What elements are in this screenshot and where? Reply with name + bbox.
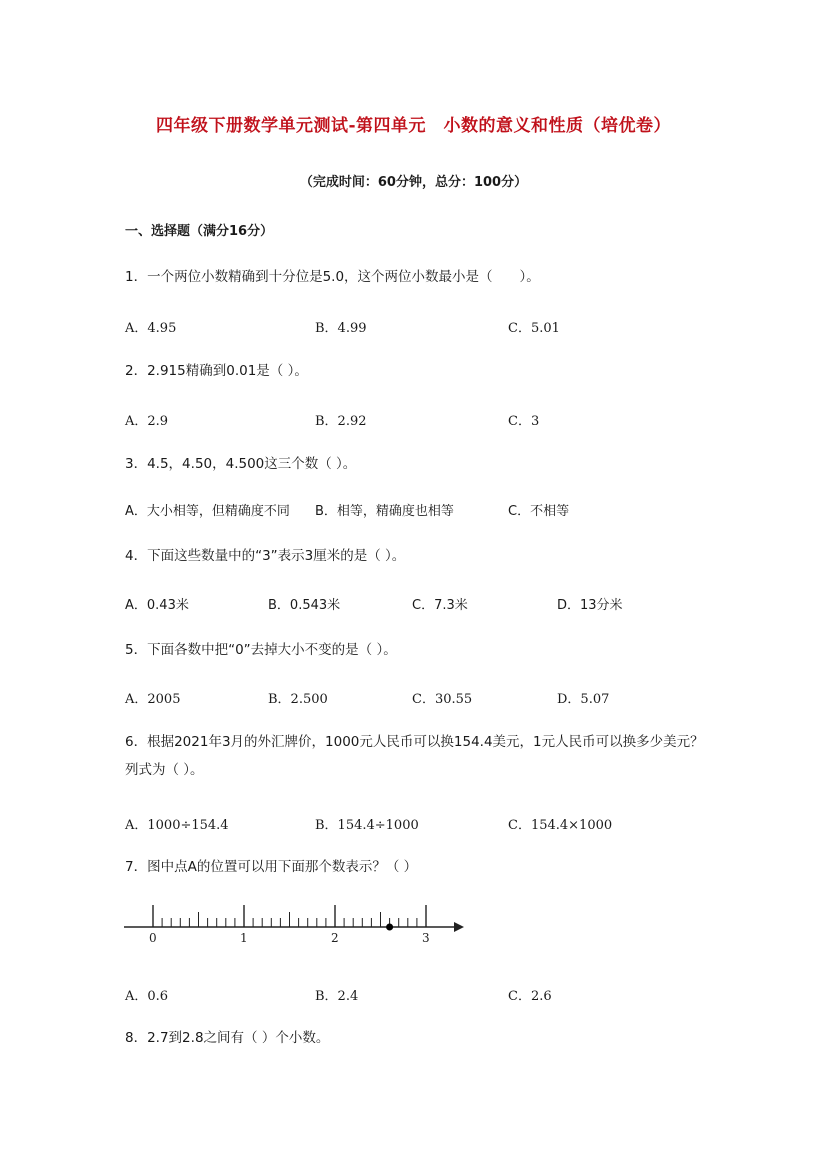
question-3: 3．4.5，4.50，4.500这三个数（ ）。 bbox=[125, 456, 357, 472]
q3-option-c[interactable]: C．不相等 bbox=[508, 504, 570, 519]
question-1: 1．一个两位小数精确到十分位是5.0，这个两位小数最小是（ ）。 bbox=[125, 269, 540, 285]
number-line-ticks bbox=[153, 905, 426, 927]
question-7: 7．图中点A的位置可以用下面那个数表示？（ ） bbox=[125, 859, 418, 875]
q3-option-a[interactable]: A．大小相等，但精确度不同 bbox=[125, 504, 290, 519]
q6-option-c[interactable]: C．154.4×1000 bbox=[508, 818, 613, 833]
q2-option-a[interactable]: A．2.9 bbox=[125, 414, 169, 429]
q4-option-a[interactable]: A．0.43米 bbox=[125, 598, 189, 613]
q4-option-c[interactable]: C．7.3米 bbox=[412, 598, 468, 613]
number-line-label: 3 bbox=[422, 931, 430, 945]
number-line-label: 1 bbox=[240, 931, 248, 945]
q1-option-a[interactable]: A．4.95 bbox=[125, 321, 177, 336]
section-heading: 一、选择题（满分16分） bbox=[125, 224, 274, 239]
question-6: 6．根据2021年3月的外汇牌价，1000元人民币可以换154.4美元，1元人民币可以换多少美元？列式为（ ）。 bbox=[125, 734, 704, 778]
q5-option-a[interactable]: A．2005 bbox=[125, 692, 181, 707]
q5-option-d[interactable]: D．5.07 bbox=[557, 692, 610, 707]
q7-option-c[interactable]: C．2.6 bbox=[508, 989, 552, 1004]
question-8: 8．2.7到2.8之间有（ ）个小数。 bbox=[125, 1030, 330, 1046]
exam-info: （完成时间：60分钟，总分：100分） bbox=[299, 175, 528, 190]
q7-option-b[interactable]: B．2.4 bbox=[315, 989, 359, 1004]
q5-option-c[interactable]: C．30.55 bbox=[412, 692, 473, 707]
number-line-label: 0 bbox=[149, 931, 157, 945]
q2-option-c[interactable]: C．3 bbox=[508, 414, 540, 429]
number-line-label: 2 bbox=[331, 931, 339, 945]
q7-option-a[interactable]: A．0.6 bbox=[125, 989, 169, 1004]
number-line-figure bbox=[118, 896, 478, 952]
question-2: 2．2.915精确到0.01是（ ）。 bbox=[125, 363, 308, 379]
q4-option-b[interactable]: B．0.543米 bbox=[268, 598, 341, 613]
q6-option-b[interactable]: B．154.4÷1000 bbox=[315, 818, 419, 833]
q6-option-a[interactable]: A．1000÷154.4 bbox=[125, 818, 229, 833]
q2-option-b[interactable]: B．2.92 bbox=[315, 414, 367, 429]
point-a-marker bbox=[386, 924, 393, 931]
question-4: 4．下面这些数量中的“3”表示3厘米的是（ ）。 bbox=[125, 548, 406, 564]
q5-option-b[interactable]: B．2.500 bbox=[268, 692, 328, 707]
q3-option-b[interactable]: B．相等，精确度也相等 bbox=[315, 504, 454, 519]
q1-option-c[interactable]: C．5.01 bbox=[508, 321, 560, 336]
question-5: 5．下面各数中把“0”去掉大小不变的是（ ）。 bbox=[125, 642, 397, 658]
number-line-labels bbox=[149, 931, 430, 945]
page-title: 四年级下册数学单元测试-第四单元 小数的意义和性质（培优卷） bbox=[155, 116, 672, 136]
q1-option-b[interactable]: B．4.99 bbox=[315, 321, 367, 336]
number-line-arrow-icon bbox=[454, 922, 464, 932]
q4-option-d[interactable]: D．13分米 bbox=[557, 598, 623, 613]
